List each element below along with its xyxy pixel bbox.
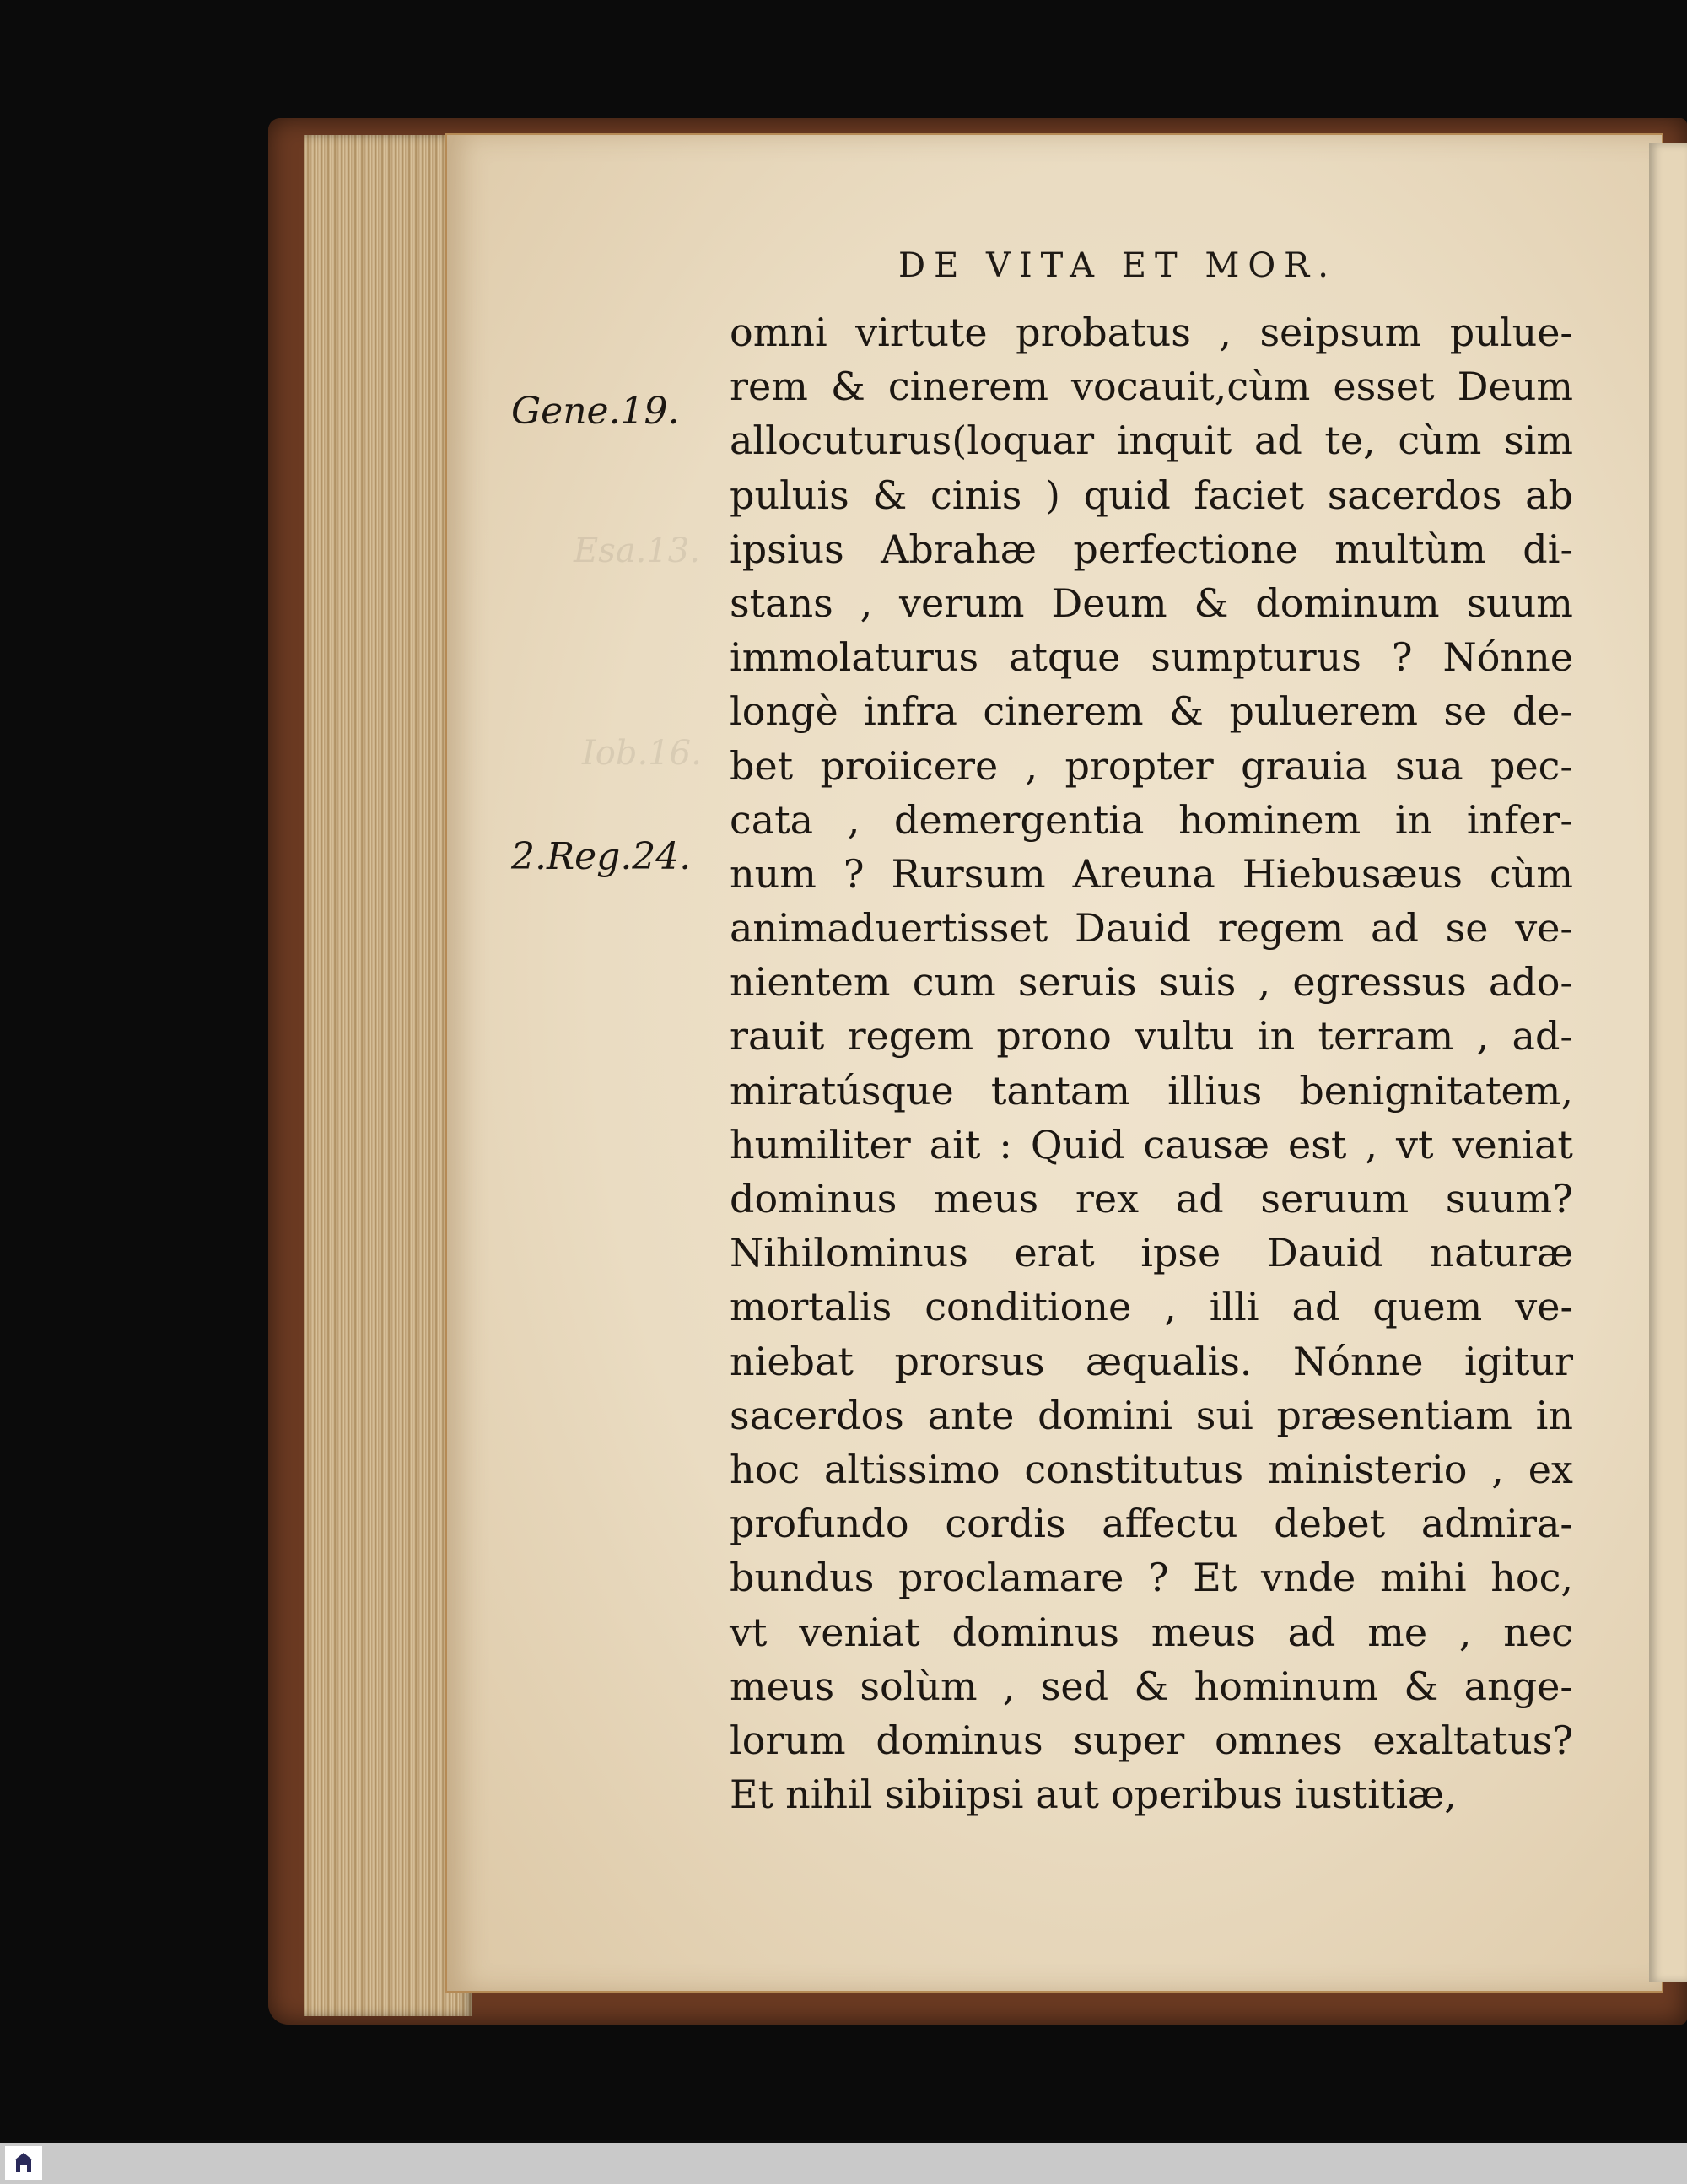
facing-page-edge — [1649, 143, 1687, 1982]
word: di- — [1523, 526, 1573, 572]
word: Rursum — [891, 850, 1046, 897]
word: pulue- — [1449, 310, 1573, 355]
word: mortalis — [730, 1284, 892, 1330]
word: multùm — [1334, 526, 1486, 572]
margin-note-reges: 2.Reg.24. — [511, 835, 692, 878]
word: præsentiam — [1276, 1392, 1512, 1438]
word: humiliter — [730, 1121, 911, 1167]
word: seipsum — [1259, 310, 1422, 355]
word: nec — [1503, 1609, 1573, 1655]
word: Et — [1193, 1555, 1237, 1601]
word: bundus — [730, 1555, 875, 1601]
text-line — [730, 1713, 1573, 1767]
word: proclamare — [898, 1555, 1124, 1601]
word: , — [860, 580, 873, 626]
word: stans — [730, 580, 833, 626]
word: erat — [1014, 1230, 1095, 1276]
word: ? — [843, 850, 865, 897]
word: & — [830, 364, 865, 410]
word: dominus — [876, 1717, 1043, 1763]
word: lorum — [730, 1717, 846, 1763]
word: regem — [847, 1013, 974, 1060]
word: ad — [1287, 1609, 1336, 1655]
word: cùm — [1398, 418, 1482, 464]
word: rex — [1075, 1176, 1140, 1221]
text-line — [730, 305, 1573, 359]
word: profundo — [730, 1501, 909, 1547]
word: , — [1458, 1609, 1472, 1655]
word: iustitiæ, — [1294, 1771, 1457, 1818]
margin-note-genesis: Gene.19. — [511, 390, 680, 433]
word: hominum — [1194, 1663, 1379, 1709]
word: me — [1367, 1609, 1428, 1655]
word: & — [1134, 1663, 1169, 1709]
word: , — [1365, 1121, 1377, 1167]
word: Nónne — [1293, 1338, 1424, 1384]
word: verum — [899, 580, 1025, 626]
word: æqualis. — [1086, 1338, 1253, 1384]
word: sumpturus — [1151, 634, 1361, 681]
word: exaltatus? — [1372, 1717, 1573, 1763]
word: nientem — [730, 959, 891, 1006]
word: egressus — [1292, 959, 1467, 1006]
word: ipse — [1140, 1230, 1221, 1276]
show-through-text: Esa.13. — [574, 531, 700, 570]
word: illi — [1209, 1284, 1259, 1330]
word: sed — [1040, 1663, 1109, 1709]
word: dominum — [1255, 580, 1440, 626]
word: de- — [1512, 688, 1573, 735]
word: ) — [1044, 472, 1060, 518]
word: regem — [1217, 905, 1345, 952]
word: cinis — [930, 472, 1022, 518]
word: dominus — [730, 1176, 897, 1221]
word: debet — [1274, 1501, 1386, 1547]
word: dominus — [951, 1609, 1119, 1655]
word: infer- — [1466, 796, 1573, 843]
text-line — [730, 1280, 1573, 1334]
word: Hiebusæus — [1242, 850, 1463, 897]
library-logo-icon — [5, 2146, 42, 2180]
word: meus — [730, 1663, 835, 1709]
word: in — [1535, 1392, 1573, 1438]
word: esset — [1333, 364, 1435, 410]
word: sim — [1504, 418, 1573, 464]
word: niebat — [730, 1338, 854, 1384]
word: operibus — [1110, 1771, 1283, 1818]
word: ve- — [1515, 1284, 1573, 1330]
word: affectu — [1102, 1501, 1238, 1547]
word: cata — [730, 796, 814, 843]
word: infra — [864, 688, 957, 735]
word: igitur — [1464, 1338, 1573, 1384]
word: , — [847, 796, 860, 843]
word: solùm — [860, 1663, 978, 1709]
word: mihi — [1379, 1555, 1467, 1601]
word: ad — [1371, 905, 1419, 952]
word: in — [1257, 1013, 1296, 1060]
word: animaduertisset — [730, 905, 1048, 952]
word: ex — [1528, 1446, 1573, 1492]
word: allocuturus(loquar — [730, 418, 1095, 464]
word: aut — [1035, 1771, 1099, 1818]
word: : — [999, 1121, 1012, 1167]
word: inquit — [1116, 418, 1232, 464]
word: causæ — [1143, 1121, 1270, 1167]
word: sacerdos — [730, 1392, 904, 1438]
word: rauit — [730, 1013, 825, 1060]
word: cinerem — [983, 688, 1144, 735]
word: num — [730, 850, 817, 897]
word: prorsus — [894, 1338, 1045, 1384]
word: se — [1443, 688, 1487, 735]
word: omni — [730, 310, 827, 355]
word: ad — [1291, 1284, 1340, 1330]
word: ad — [1253, 418, 1302, 464]
word: seruum — [1260, 1176, 1409, 1221]
word: Deum — [1051, 580, 1167, 626]
word: faciet — [1194, 472, 1305, 518]
word: puluerem — [1229, 688, 1418, 735]
word: ? — [1391, 634, 1413, 681]
word: pec- — [1490, 742, 1573, 789]
word: hominem — [1178, 796, 1361, 843]
word: , — [1002, 1663, 1016, 1709]
word: perfectione — [1073, 526, 1298, 572]
show-through-text: Iob.16. — [582, 734, 702, 773]
text-line — [730, 739, 1573, 793]
viewer-footer-bar — [0, 2143, 1687, 2184]
text-line — [730, 630, 1573, 684]
word: constitutus — [1024, 1446, 1244, 1492]
word: & — [1404, 1663, 1439, 1709]
word: cùm — [1489, 850, 1573, 897]
word: Nónne — [1442, 634, 1573, 681]
word: ait — [929, 1121, 981, 1167]
word: admira- — [1420, 1501, 1573, 1547]
word: super — [1073, 1717, 1185, 1763]
word: atque — [1009, 634, 1121, 681]
word: sua — [1395, 742, 1463, 789]
text-line — [730, 1009, 1573, 1063]
word: ado- — [1488, 959, 1573, 1006]
word: conditione — [924, 1284, 1132, 1330]
word: te, — [1324, 418, 1376, 464]
word: bet — [730, 742, 794, 789]
word: se — [1445, 905, 1489, 952]
text-line — [730, 1659, 1573, 1713]
word: vnde — [1261, 1555, 1356, 1601]
text-line — [730, 413, 1573, 467]
word: sui — [1195, 1392, 1253, 1438]
text-line — [730, 1605, 1573, 1659]
text-line — [730, 1389, 1573, 1443]
word: ange- — [1463, 1663, 1573, 1709]
word: Areuna — [1072, 850, 1215, 897]
text-line — [730, 847, 1573, 901]
library-building-icon — [13, 2150, 35, 2176]
word: Et — [730, 1771, 774, 1818]
word: vultu — [1135, 1013, 1235, 1060]
word: illius — [1167, 1067, 1263, 1114]
word: Deum — [1457, 364, 1573, 410]
word: suum? — [1445, 1176, 1573, 1221]
word: Abrahæ — [881, 526, 1038, 572]
word: , — [1258, 959, 1271, 1006]
running-title: DE VITA ET MOR. — [898, 246, 1337, 285]
text-line — [730, 1064, 1573, 1118]
text-line — [730, 901, 1573, 955]
word: suum — [1466, 580, 1573, 626]
word: , — [1476, 1013, 1490, 1060]
word: & — [1169, 688, 1204, 735]
word: est — [1288, 1121, 1347, 1167]
word: , — [1491, 1446, 1504, 1492]
word: Dauid — [1266, 1230, 1383, 1276]
word: miratúsque — [730, 1067, 954, 1114]
word: nihil — [785, 1771, 873, 1818]
word: ve- — [1515, 905, 1573, 952]
word: , — [1025, 742, 1038, 789]
text-line — [730, 576, 1573, 630]
word: rem — [730, 364, 808, 410]
word: grauia — [1241, 742, 1368, 789]
text-line — [730, 1550, 1573, 1604]
word: proiicere — [820, 742, 999, 789]
word: veniat — [1452, 1121, 1573, 1167]
word: meus — [934, 1176, 1039, 1221]
word: domini — [1038, 1392, 1172, 1438]
word: hoc — [730, 1446, 800, 1492]
word: vocauit,cùm — [1071, 364, 1311, 410]
text-line — [730, 1496, 1573, 1550]
body-text — [730, 305, 1573, 1821]
word: Quid — [1030, 1121, 1125, 1167]
word: meus — [1151, 1609, 1256, 1655]
word: quid — [1083, 472, 1171, 518]
word: benignitatem, — [1299, 1067, 1573, 1114]
word: , — [1164, 1284, 1177, 1330]
word: vt — [1395, 1121, 1434, 1167]
word: cordis — [945, 1501, 1066, 1547]
word: & — [1194, 580, 1229, 626]
text-line — [730, 793, 1573, 847]
text-line — [730, 1172, 1573, 1226]
word: sibiipsi — [884, 1771, 1024, 1818]
word: ad — [1175, 1176, 1224, 1221]
text-line — [730, 359, 1573, 413]
word: immolaturus — [730, 634, 979, 681]
text-line — [730, 1226, 1573, 1280]
word: ante — [927, 1392, 1015, 1438]
word: ministerio — [1268, 1446, 1468, 1492]
word: puluis — [730, 472, 849, 518]
word: , — [1219, 310, 1232, 355]
text-line — [730, 1767, 1573, 1821]
word: Nihilominus — [730, 1230, 968, 1276]
text-line — [730, 1335, 1573, 1389]
word: hoc, — [1490, 1555, 1573, 1601]
word: demergentia — [894, 796, 1145, 843]
word: in — [1394, 796, 1433, 843]
word: cinerem — [887, 364, 1049, 410]
word: tantam — [990, 1067, 1130, 1114]
word: ? — [1147, 1555, 1169, 1601]
word: veniat — [799, 1609, 920, 1655]
text-line — [730, 955, 1573, 1009]
word: ad- — [1512, 1013, 1573, 1060]
text-line — [730, 1443, 1573, 1496]
word: suis — [1158, 959, 1237, 1006]
word: & — [872, 472, 908, 518]
text-line — [730, 468, 1573, 522]
text-line — [730, 1118, 1573, 1172]
word: ipsius — [730, 526, 844, 572]
word: probatus — [1016, 310, 1191, 355]
word: longè — [730, 688, 838, 735]
word: terram — [1318, 1013, 1454, 1060]
word: sacerdos — [1327, 472, 1502, 518]
text-line — [730, 684, 1573, 738]
word: vt — [730, 1609, 768, 1655]
word: ab — [1525, 472, 1573, 518]
word: naturæ — [1429, 1230, 1573, 1276]
word: omnes — [1214, 1717, 1343, 1763]
word: prono — [996, 1013, 1112, 1060]
text-line — [730, 522, 1573, 576]
word: Dauid — [1074, 905, 1192, 952]
word: seruis — [1017, 959, 1137, 1006]
word: virtute — [855, 310, 988, 355]
word: cum — [912, 959, 996, 1006]
word: altissimo — [823, 1446, 1000, 1492]
word: propter — [1064, 742, 1214, 789]
word: quem — [1372, 1284, 1483, 1330]
